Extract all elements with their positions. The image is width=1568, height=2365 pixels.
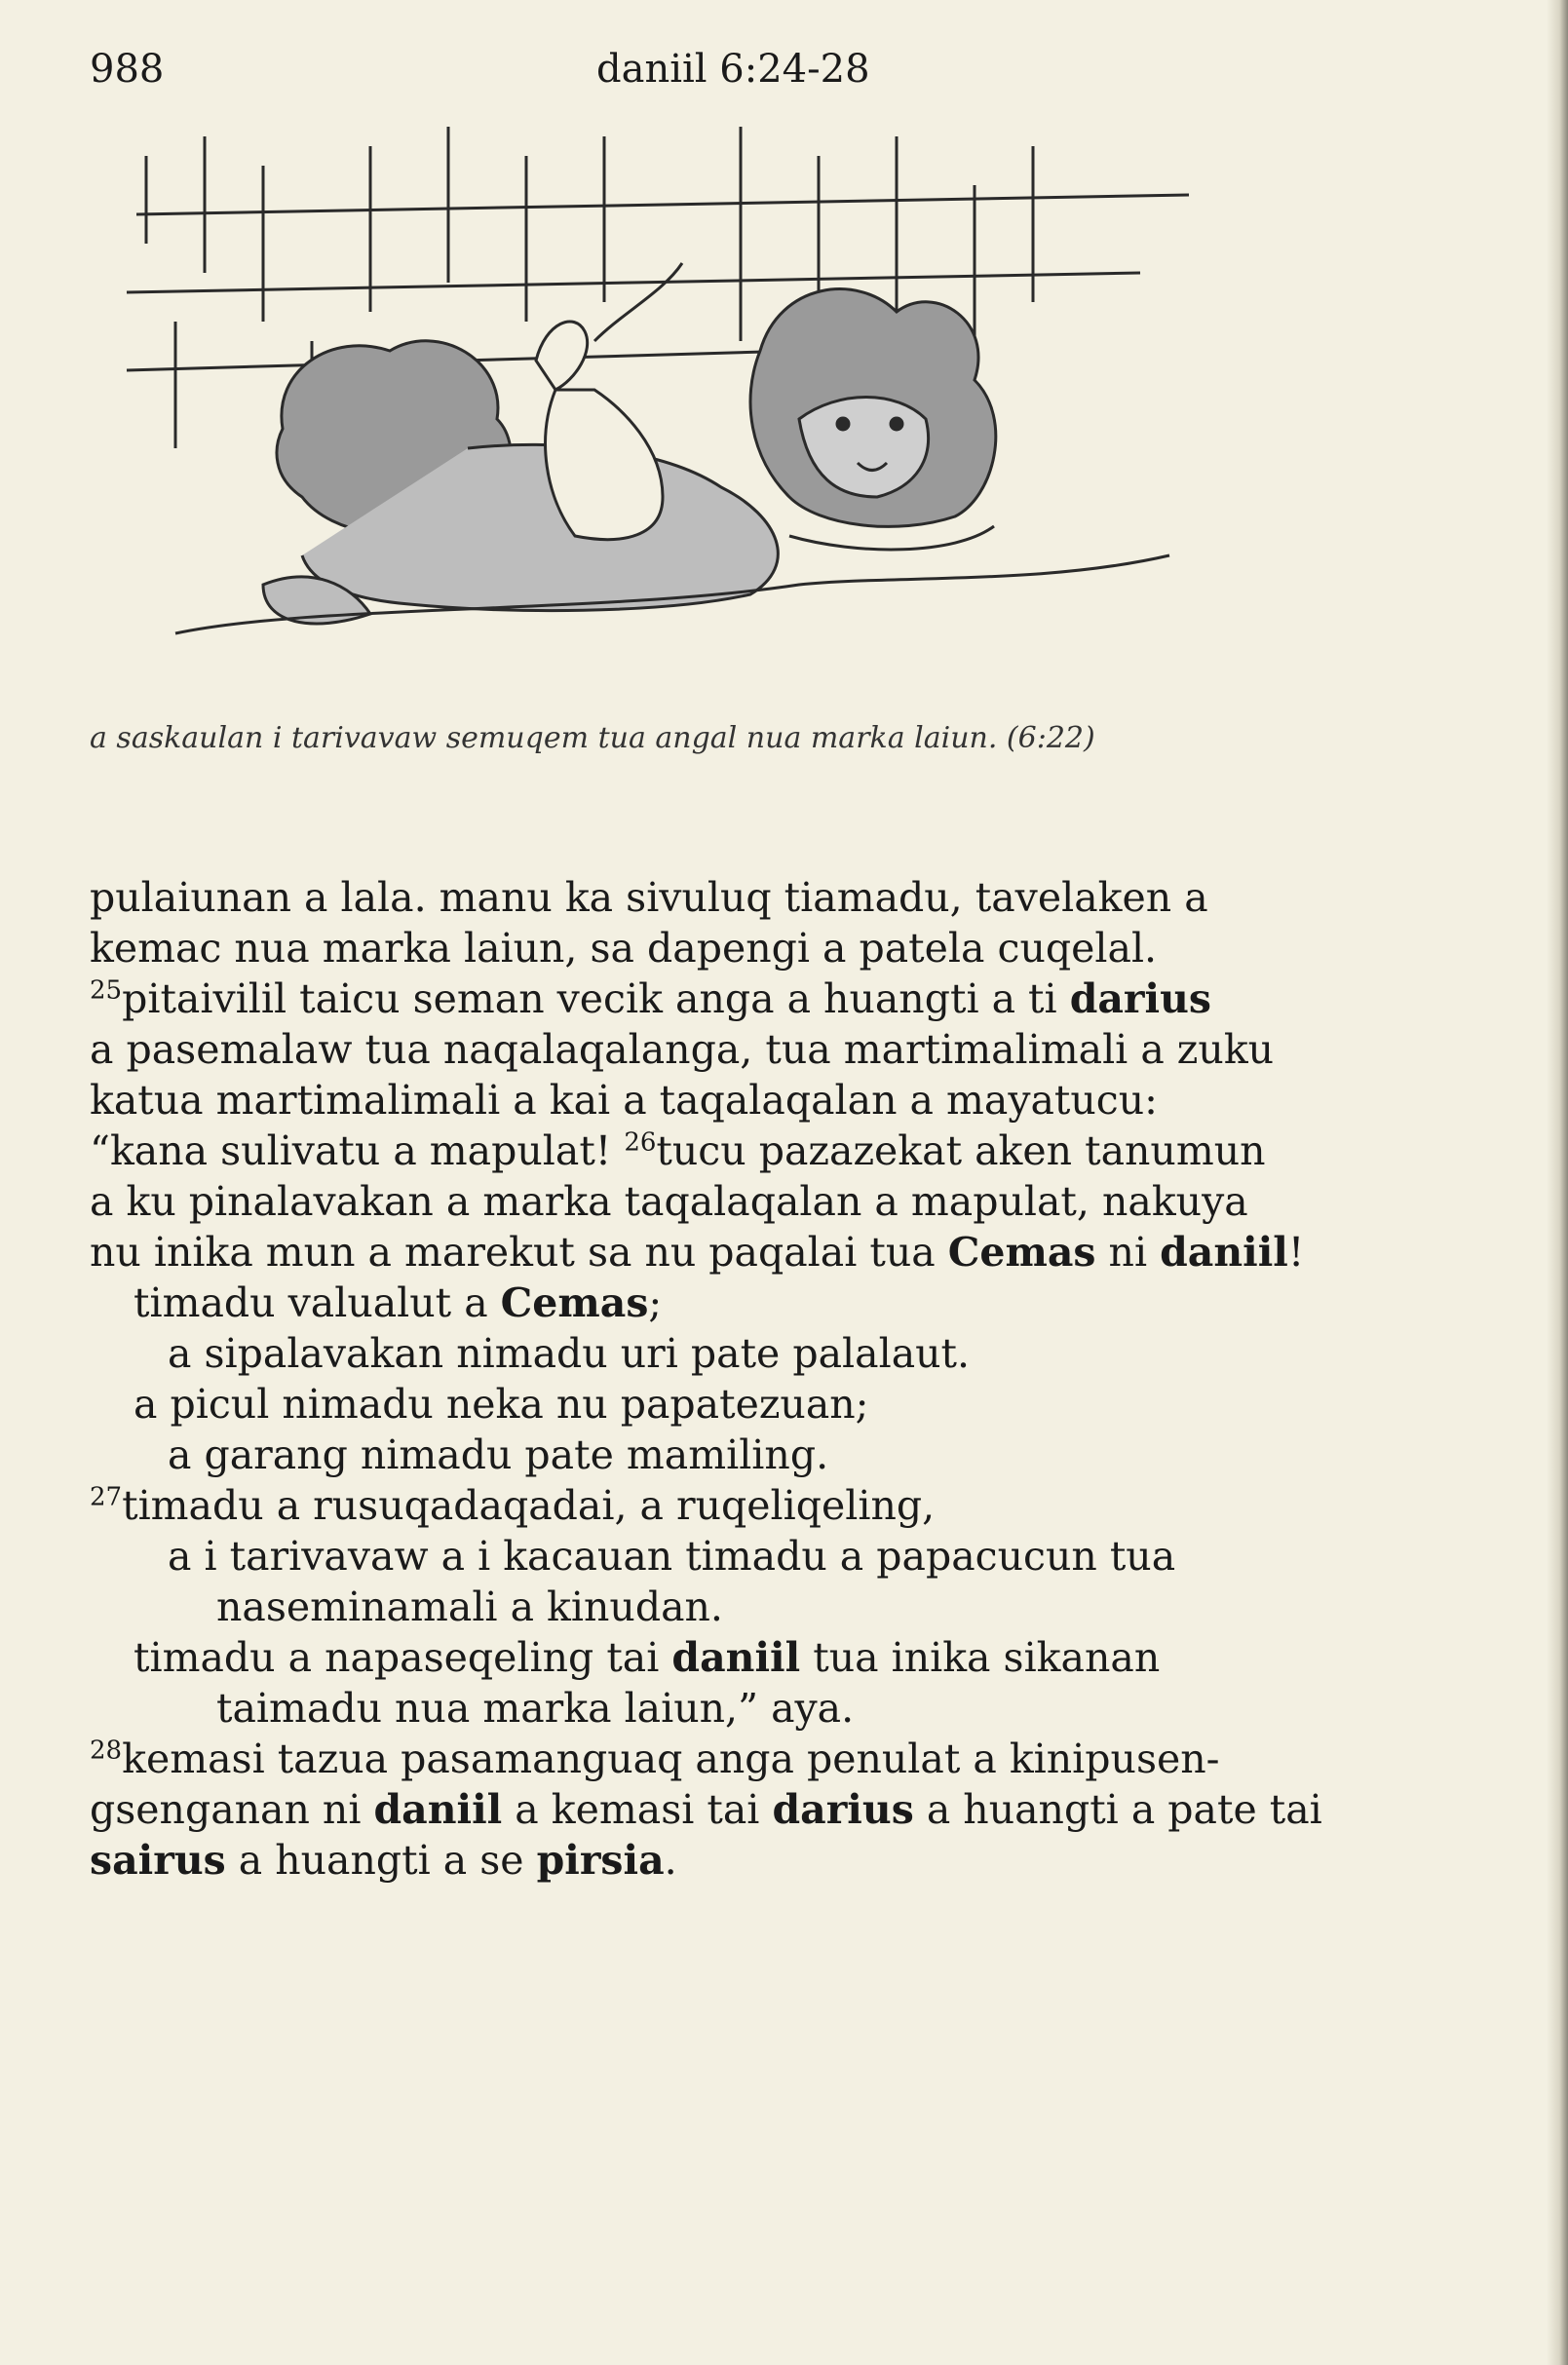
poetry-line: a sipalavakan nimadu uri pate palalaut. xyxy=(168,1330,971,1377)
text-line xyxy=(90,1227,1415,1278)
name-cemas: Cemas xyxy=(947,1229,1096,1276)
text-span: ni xyxy=(1095,1229,1161,1276)
verse-number: 25 xyxy=(90,975,123,1006)
running-head: daniil 6:24-28 xyxy=(596,47,870,92)
name-darius: darius xyxy=(772,1786,914,1833)
text-span: timadu valualut a xyxy=(134,1279,501,1326)
verse-28-line xyxy=(90,1734,1415,1784)
text-span: ! xyxy=(1287,1229,1305,1276)
verse-number: 27 xyxy=(90,1482,123,1512)
text-line: katua martimalimali a kai a taqalaqalan a mayatucu: xyxy=(90,1077,1158,1124)
text-span: “kana sulivatu a mapulat! xyxy=(90,1127,625,1174)
book-page-edge xyxy=(1547,0,1568,2365)
scripture-text xyxy=(90,872,1415,1886)
illustration-daniel-lions-den xyxy=(117,127,1335,721)
name-daniil: daniil xyxy=(373,1786,503,1833)
text-line xyxy=(90,1835,1415,1886)
name-daniil: daniil xyxy=(671,1634,801,1681)
page-header xyxy=(90,47,1415,105)
text-span: pitaivilil taicu seman vecik anga a huangti a ti xyxy=(122,975,1070,1022)
verse-number: 28 xyxy=(90,1736,123,1766)
poetry-line: taimadu nua marka laiun,” aya. xyxy=(216,1685,855,1732)
name-darius: darius xyxy=(1069,975,1211,1022)
poetry-line: naseminamali a kinudan. xyxy=(216,1583,723,1630)
text-line xyxy=(90,1784,1415,1835)
verse-25-line xyxy=(90,973,1415,1024)
name-pirsia: pirsia xyxy=(536,1837,665,1884)
text-span: ; xyxy=(648,1279,663,1326)
text-span: tucu pazazekat aken tanumun xyxy=(656,1127,1266,1174)
name-daniil: daniil xyxy=(1160,1229,1288,1276)
name-cemas: Cemas xyxy=(500,1279,649,1326)
poetry-line: a i tarivavaw a i kacauan timadu a papacucun tua xyxy=(168,1533,1176,1580)
poetry-line: a picul nimadu neka nu papatezuan; xyxy=(134,1381,869,1428)
text-span: timadu a napaseqeling tai xyxy=(134,1634,672,1681)
text-line: a ku pinalavakan a marka taqalaqalan a mapulat, nakuya xyxy=(90,1178,1248,1225)
text-span: a kemasi tai xyxy=(502,1786,773,1833)
text-span: a huangti a pate tai xyxy=(913,1786,1322,1833)
text-span: a huangti a se xyxy=(225,1837,537,1884)
text-span: nu inika mun a marekut sa nu paqalai tua xyxy=(90,1229,948,1276)
poetry-line xyxy=(90,1278,1415,1328)
text-line: pulaiunan a lala. manu ka sivuluq tiamadu, tavelaken a xyxy=(90,874,1208,921)
text-line: kemac nua marka laiun, sa dapengi a patela cuqelal. xyxy=(90,925,1158,972)
text-span: tua inika sikanan xyxy=(800,1634,1161,1681)
text-span: kemasi tazua pasamanguaq anga penulat a kinipusen- xyxy=(122,1736,1220,1782)
verse-27-line xyxy=(90,1480,1415,1531)
poetry-line: a garang nimadu pate mamiling. xyxy=(168,1431,829,1478)
page-number: 988 xyxy=(90,47,165,92)
text-span: . xyxy=(664,1837,677,1884)
text-span: gsenganan ni xyxy=(90,1786,374,1833)
verse-26-line xyxy=(90,1125,1415,1176)
poetry-line xyxy=(90,1632,1415,1683)
text-span: timadu a rusuqadaqadai, a ruqeliqeling, xyxy=(122,1482,936,1529)
verse-number: 26 xyxy=(624,1127,657,1158)
illustration-caption: a saskaulan i tarivavaw semuqem tua angal nua marka laiun. (6:22) xyxy=(90,721,1095,755)
name-sairus: sairus xyxy=(90,1837,226,1884)
text-line: a pasemalaw tua naqalaqalanga, tua martimalimali a zuku xyxy=(90,1026,1275,1073)
